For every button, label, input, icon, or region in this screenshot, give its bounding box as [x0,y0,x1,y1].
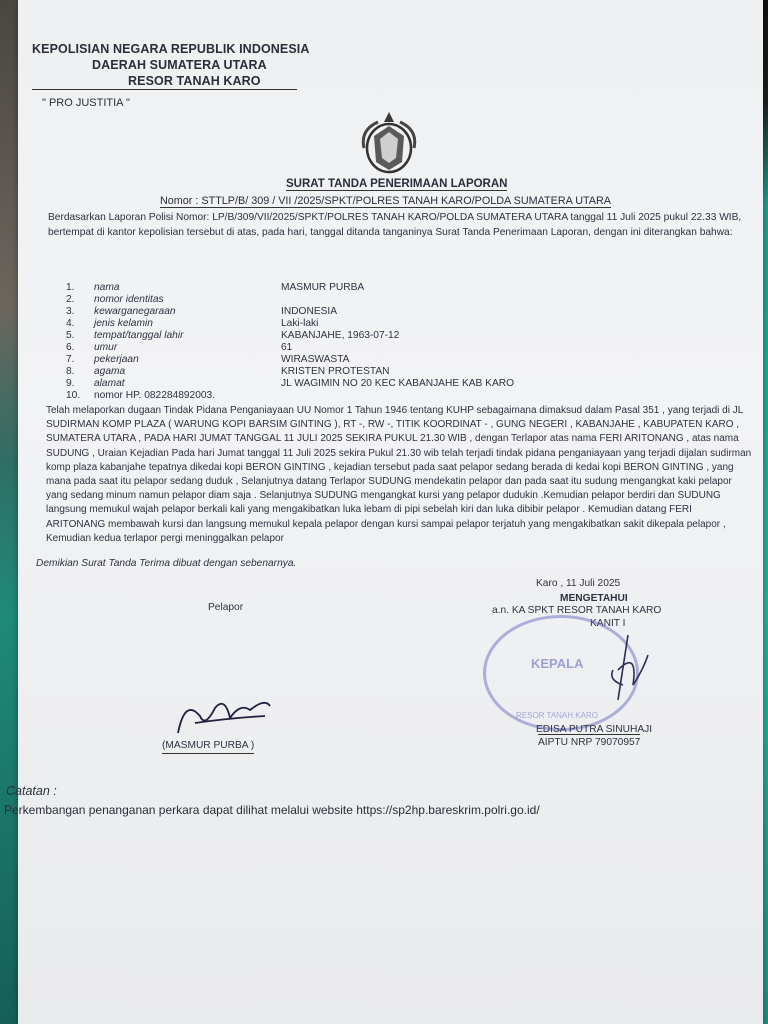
field-label: kewarganegaraan [94,306,176,317]
field-value: 61 [281,342,293,353]
document-number: Nomor : STTLP/B/ 309 / VII /2025/SPKT/POLRES TANAH KARO/POLDA SUMATERA UTARA [160,195,612,207]
catatan-label: Catatan : [6,784,57,798]
officer-nrp: AIPTU NRP 79070957 [538,734,640,750]
header-divider [32,89,297,90]
field-label: nama [94,282,120,293]
pelapor-label: Pelapor [208,602,244,613]
field-number: 1. [66,282,75,293]
field-value: INDONESIA [281,306,338,317]
field-value: MASMUR PURBA [281,282,365,293]
field-number: 6. [66,342,75,353]
field-number: 3. [66,306,75,317]
field-label: tempat/tanggal lahir [94,330,184,341]
field-value: JL WAGIMIN NO 20 KEC KABANJAHE KAB KARO [281,378,515,389]
an-line: a.n. KA SPKT RESOR TANAH KARO [492,605,662,616]
stamp-bottom-text: RESOR TANAH KARO [516,711,598,720]
field-value: Laki-laki [281,318,319,329]
field-row [66,388,626,402]
field-number: 2. [66,294,75,305]
document-page [4,0,763,1024]
field-label: pekerjaan [94,354,139,365]
field-label: alamat [94,378,125,389]
header-line-2: DAERAH SUMATERA UTARA [92,58,267,72]
field-number: 8. [66,366,75,377]
intro-paragraph: Berdasarkan Laporan Polisi Nomor: LP/B/309/VII/2025/SPKT/POLRES TANAH KARO/POLDA SUMATERA UTARA tanggal 11 Juli 2025 pukul 22.33 WIB, bertempat di kantor kepolisian tersebut di atas, pada hari, tanggal ditanda tanganinya Surat Tanda Penerimaan Laporan, dengan ini diterangkan bahwa: [48,212,742,239]
field-number: 5. [66,330,75,341]
pro-justitia: " PRO JUSTITIA " [42,97,130,109]
document-title: SURAT TANDA PENERIMAAN LAPORAN [286,178,508,190]
field-label: agama [94,366,126,377]
field-label: nomor HP. 082284892003. [94,390,216,401]
mengetahui-label: MENGETAHUI [560,593,628,604]
catatan-text: Perkembangan penanganan perkara dapat dilihat melalui website https://sp2hp.bareskrim.polri.go.id/ [4,803,540,817]
field-number: 10. [66,390,81,401]
field-label: jenis kelamin [94,318,153,329]
place-date: Karo , 11 Juli 2025 [536,578,621,589]
officer-signature-icon [588,630,658,705]
officer-name: EDISA PUTRA SINUHAJI [536,724,653,735]
field-label: umur [94,342,118,353]
field-value: WIRASWASTA [281,354,350,365]
pelapor-name: (MASMUR PURBA ) [162,738,254,754]
closing-statement: Demikian Surat Tanda Terima dibuat dengan sebenarnya. [36,558,297,569]
field-label: nomor identitas [94,294,164,305]
police-emblem-icon [358,108,420,178]
header-line-1: KEPOLISIAN NEGARA REPUBLIK INDONESIA [32,42,310,56]
field-number: 9. [66,378,75,389]
kanit-label: KANIT I [590,618,626,629]
field-number: 4. [66,318,75,329]
field-number: 7. [66,354,75,365]
pelapor-signature-icon [170,688,280,743]
report-paragraph: Telah melaporkan dugaan Tindak Pidana Penganiayaan UU Nomor 1 Tahun 1946 tentang KUHP sebagaimana dimaksud dalam Pasal 351 , yang terjadi di JL SUDIRMAN KOMP PLAZA ( WARUNG KOPI BARSIM GINTING ), RT -, RW -, TITIK KOORDINAT - , GUNG NEGERI , KABANJAHE , KABUPATEN KARO , SUMATERA UTARA , PADA HARI JUMAT TANGGAL 11 JULI 2025 SEKIRA PUKUL 21.30 WIB , dengan Terlapor atas nama FERI ARITONANG , atas nama SUDUNG , Uraian Kejadian Pada hari Jumat tanggal 11 Juli 2025 sekira Pukul 21.30 wib telah terjadi tindak pidana penganiayaan yang terjadi dijalan sudirman komp plaza kabanjahe tepatnya dikedai kopi BERON GINTING , kejadian tersebut pada saat pelapor sedang berada di kedai kopi BERON GINTING , yang mana pada saat itu pelapor sedang duduk , Selanjutnya datang Terlapor SUDUNG mendekatin pelapor dan pada saat itu sudung mengangkat kaki pelapor yang sedang minum namun pelapor diam saja . Selanjutnya SUDUNG mengangkat kursi yang pelapor dudukin .Kemudian pelapor berdiri dan SUDUNG langsung memukul wajah pelapor berkali kali yang mengakibatkan luka lebam di pipi sebelah kiri dan luka dibibir pelapor . Kemudian datang FERI ARITONANG membawah kursi dan langsung memukul kepala pelapor dengan kursi sampai pelapor terjatuh yang mengakibatkan sakit dikepala pelapor , Kemudian kedua terlapor pergi meninggalkan pelapor [46,405,752,544]
field-value: KABANJAHE, 1963-07-12 [281,330,400,341]
stamp-text: KEPALA [531,656,584,671]
field-value: KRISTEN PROTESTAN [281,366,390,377]
header-line-3: RESOR TANAH KARO [128,74,261,88]
